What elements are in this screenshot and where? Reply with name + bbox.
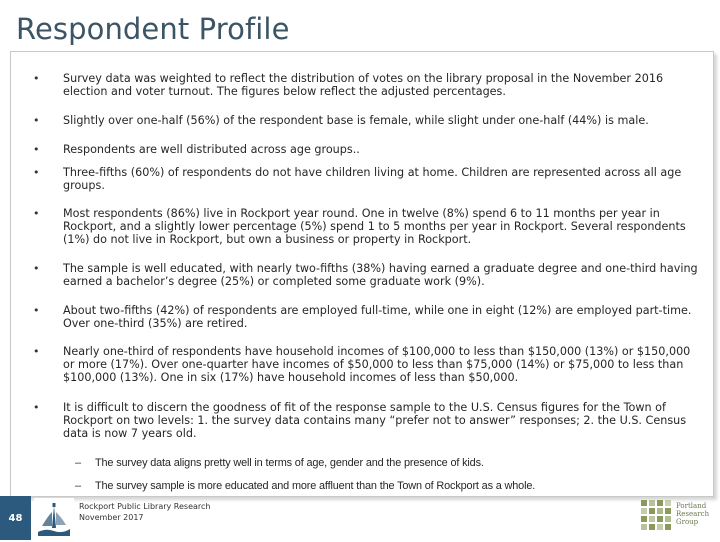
- bullet-marker: •: [33, 143, 40, 156]
- brand-line: Research: [676, 510, 710, 518]
- footer-title: Rockport Public Library Research: [79, 502, 211, 511]
- bullet-marker: •: [33, 207, 40, 220]
- slide-footer: [0, 496, 720, 540]
- sub-bullet-marker: –: [75, 457, 82, 469]
- slide-title: Respondent Profile: [16, 12, 290, 46]
- bullet-text: It is difficult to discern the goodness of fit of the response sample to the U.S. Census figures for the Town of Rockport on two levels: 1. the survey data contains many “prefer not to answer” responses; 2. the U.S. Census data is now 7 years old.: [63, 401, 687, 440]
- library-lighthouse-icon: [34, 498, 74, 538]
- sub-bullet-text: The survey data aligns pretty well in terms of age, gender and the presence of kids.: [95, 457, 484, 469]
- grid-mark-icon: [640, 498, 672, 538]
- bullet-text: Most respondents (86%) live in Rockport year round. One in twelve (8%) spend 6 to 11 months per year in Rockport, and a slightly lower percentage (5%) spend 1 to 5 months per year in Rockport. Several respondents (1%) do not live in Rockport, but own a business or property in Rockport.: [63, 207, 686, 246]
- footer-caption: [79, 501, 211, 523]
- content-panel: [10, 51, 714, 497]
- bullet-marker: •: [33, 166, 40, 179]
- bullet-text: Three-fifths (60%) of respondents do not have children living at home. Children are represented across all age groups.: [63, 166, 682, 192]
- bullet-text: The sample is well educated, with nearly two-fifths (38%) having earned a graduate degree and one-third having earned a bachelor’s degree (25%) or completed some graduate work (9%).: [63, 262, 698, 288]
- bullet-text: Slightly over one-half (56%) of the respondent base is female, while slight under one-half (44%) is male.: [63, 114, 649, 127]
- bullet-marker: •: [33, 401, 40, 414]
- portland-research-group-logo: [640, 498, 716, 540]
- bullet-marker: •: [33, 345, 40, 358]
- bullet-text: Survey data was weighted to reflect the distribution of votes on the library proposal in the November 2016 election and voter turnout. The figures below reflect the adjusted percentages.: [63, 72, 664, 98]
- bullet-marker: •: [33, 72, 40, 85]
- bullet-text: About two-fifths (42%) of respondents are employed full-time, while one in eight (12%) are employed part-time. Over one-third (35%) are retired.: [63, 304, 692, 330]
- brand-line: Group: [676, 518, 699, 526]
- bullet-marker: •: [33, 304, 40, 317]
- bullet-marker: •: [33, 114, 40, 127]
- brand-name: [676, 502, 709, 526]
- brand-line: Portland: [676, 502, 707, 510]
- bullet-marker: •: [33, 262, 40, 275]
- sub-bullet-marker: –: [75, 480, 82, 492]
- bullet-text: Nearly one-third of respondents have household incomes of $100,000 to less than $150,000 (13%) or $150,000 or more (17%). Over one-quarter have incomes of $50,000 to less than $75,000 (14%) or $75,000 to less than $100,000 (13%). One in six (17%) have household incomes of less than $50,000.: [63, 345, 691, 384]
- sub-bullet-text: The survey sample is more educated and more affluent than the Town of Rockport as a whole.: [95, 480, 536, 492]
- page-number-badge: 48: [0, 496, 31, 540]
- footer-date: November 2017: [79, 513, 144, 522]
- bullet-text: Respondents are well distributed across age groups..: [63, 143, 360, 156]
